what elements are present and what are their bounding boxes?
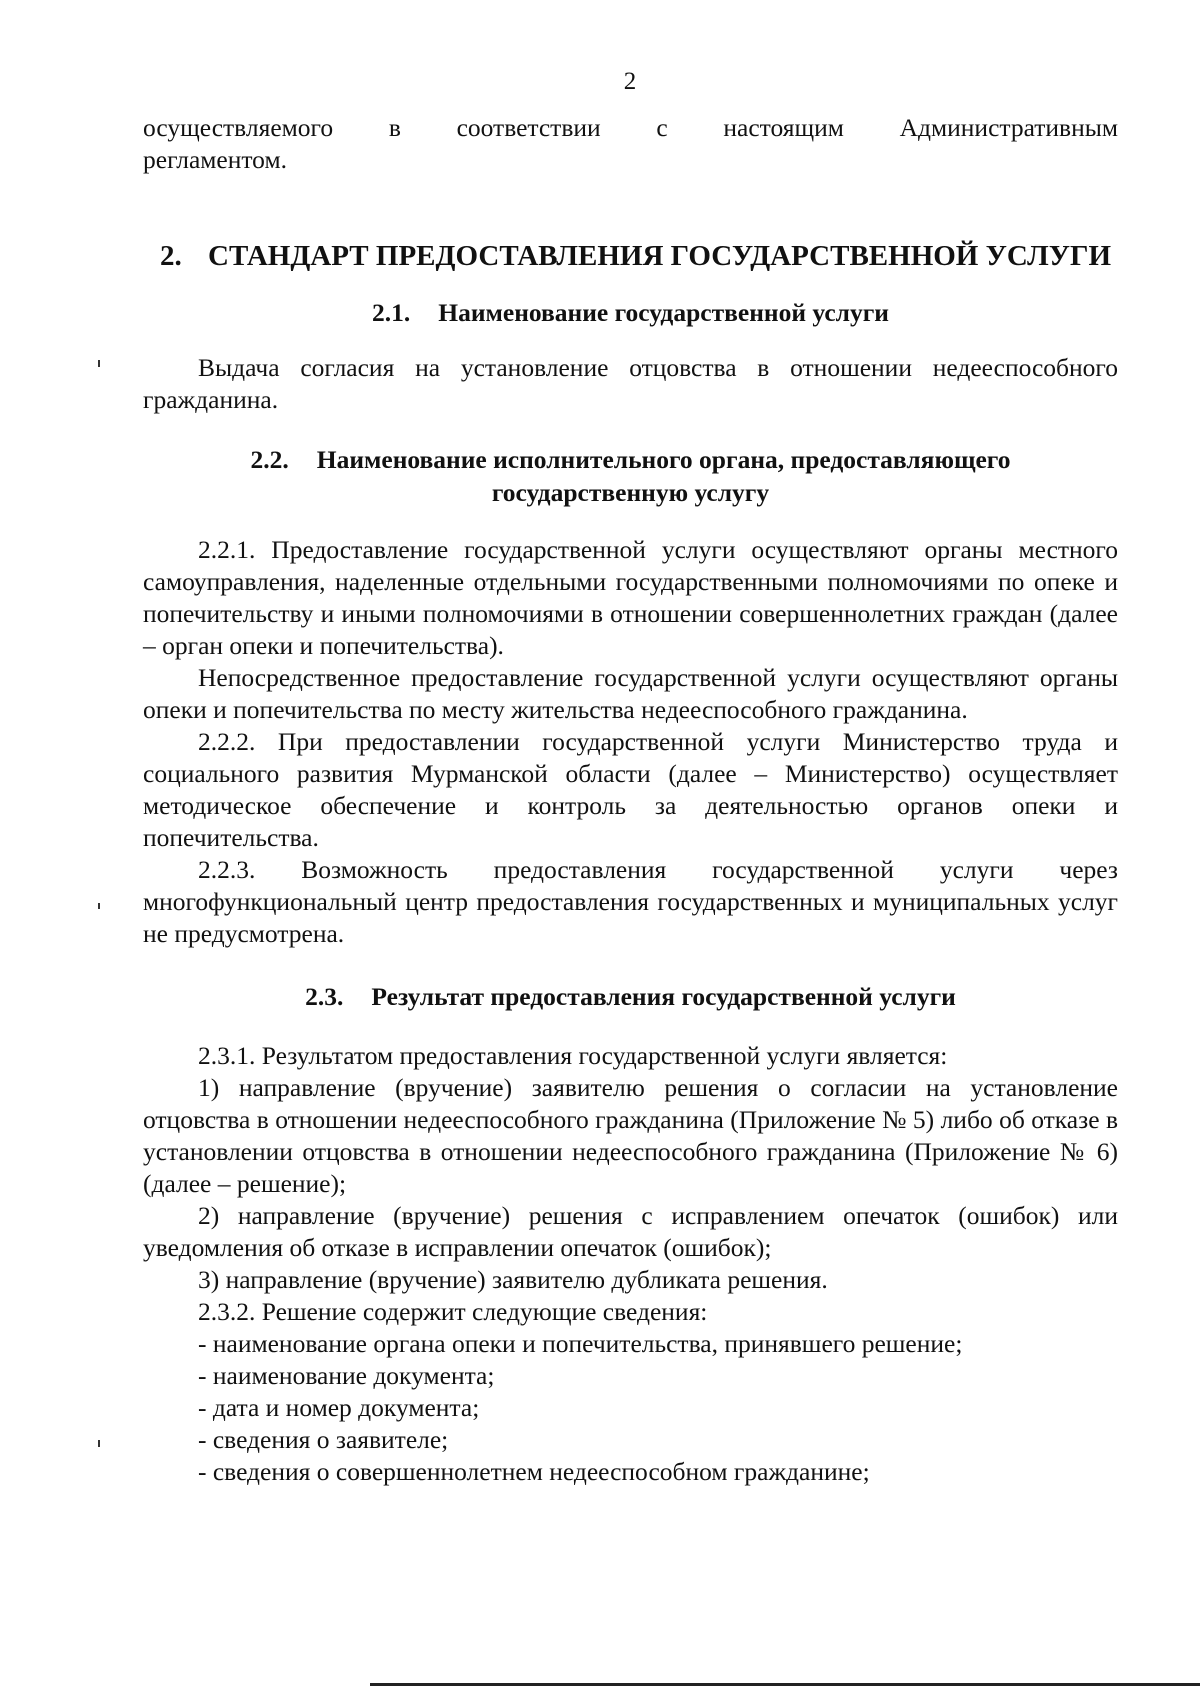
paragraph-2-1: Выдача согласия на установление отцовства в отношении недееспособного гражданина. [143, 353, 1118, 414]
intro-line-1: осуществляемого в соответствии с настоящим Административным [143, 113, 1118, 142]
subsection-2-3-heading [143, 980, 1118, 1013]
paragraph-2-3-2: 2.3.2. Решение содержит следующие сведения: [198, 1297, 708, 1326]
paragraph-2-3-1: 2.3.1. Результатом предоставления государственной услуги является: [198, 1041, 948, 1070]
subsection-2-3-title [143, 980, 1118, 1013]
intro-line-2: регламентом. [143, 145, 287, 174]
subsection-2-1-title-text: Наименование государственной услуги [438, 298, 890, 327]
result-item-2: 2) направление (вручение) решения с исправлением опечаток (ошибок) или уведомления об отказе в исправлении опечаток (ошибок); [143, 1201, 1118, 1262]
scan-speck [98, 903, 100, 909]
paragraph-2-2-1: 2.2.1. Предоставление государственной услуги осуществляют органы местного самоуправления, наделенные отдельными государственными полномочиями по опеке и попечительству и иными полномочиями в отношении совершеннолетних граждан (далее – орган опеки и попечительства). [143, 535, 1118, 660]
subsection-2-2-number: 2.2. [250, 445, 289, 474]
page-number: 2 [623, 68, 637, 95]
section-2-title-text: СТАНДАРТ ПРЕДОСТАВЛЕНИЯ ГОСУДАРСТВЕННОЙ УСЛУГИ [208, 240, 1112, 272]
subsection-2-2-title [143, 443, 1118, 476]
paragraph-2-2-2: 2.2.2. При предоставлении государственной услуги Министерство труда и социального развития Мурманской области (далее – Министерство) осуществляет методическое обеспечение и контроль за деятельностью органов опеки и попечительства. [143, 727, 1118, 852]
decision-detail-item: - наименование органа опеки и попечительства, принявшего решение; [198, 1329, 963, 1358]
document-body [143, 112, 1118, 1488]
result-item-1: 1) направление (вручение) заявителю решения о согласии на установление отцовства в отношении недееспособного гражданина (Приложение № 5) либо об отказе в установлении отцовства в отношении недееспособного гражданина (Приложение № 6) (далее – решение); [143, 1073, 1118, 1198]
subsection-2-1-heading [143, 296, 1118, 329]
subsection-2-1-number: 2.1. [371, 298, 411, 327]
decision-detail-item: - сведения о совершеннолетнем недееспособном гражданине; [198, 1457, 870, 1486]
scan-speck [98, 360, 100, 367]
section-2-number: 2. [160, 240, 182, 272]
subsection-2-2-title-line-2: государственную услугу [491, 478, 770, 507]
result-item-3: 3) направление (вручение) заявителю дубликата решения. [198, 1265, 828, 1294]
subsection-2-3-number: 2.3. [305, 982, 344, 1011]
decision-detail-item: - сведения о заявителе; [198, 1425, 449, 1454]
subsection-2-1-title [143, 296, 1118, 329]
section-2-title [160, 238, 1118, 274]
paragraph-2-2-1-cont: Непосредственное предоставление государственной услуги осуществляют органы опеки и попечительства по месту жительства недееспособного гражданина. [143, 663, 1118, 724]
decision-detail-item: - дата и номер документа; [198, 1393, 480, 1422]
section-2-heading [143, 238, 1118, 274]
subsection-2-3-title-text: Результат предоставления государственной услуги [371, 982, 956, 1011]
decision-detail-item: - наименование документа; [198, 1361, 495, 1390]
footer-rule [370, 1683, 1200, 1686]
subsection-2-2-title-line-1: Наименование исполнительного органа, предоставляющего [316, 445, 1011, 474]
decision-details-list [143, 1328, 1118, 1488]
subsection-2-2-heading [143, 443, 1118, 509]
scan-speck [98, 1440, 100, 1447]
paragraph-2-2-3: 2.2.3. Возможность предоставления государственной услуги через многофункциональный центр предоставления государственных и муниципальных услуг не предусмотрена. [143, 855, 1118, 948]
